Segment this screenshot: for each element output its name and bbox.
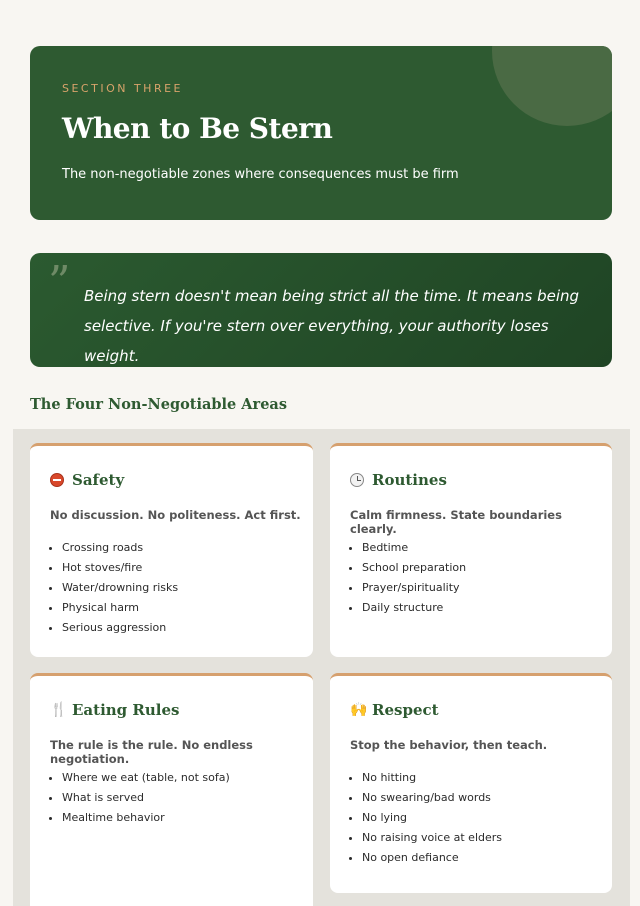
list-item: • Hot stoves/fire bbox=[62, 558, 178, 578]
list-item: • No lying bbox=[362, 808, 502, 828]
quote-block bbox=[30, 253, 612, 367]
list-item: • Crossing roads bbox=[62, 538, 178, 558]
decorative-circle bbox=[492, 46, 612, 126]
card-list bbox=[350, 538, 466, 618]
list-item: • Where we eat (table, not sofa) bbox=[62, 768, 230, 788]
card-eating-rules bbox=[30, 673, 313, 906]
list-item: • Physical harm bbox=[62, 598, 178, 618]
raised-hands-icon: 🙌 bbox=[350, 702, 368, 718]
card-title: Safety bbox=[72, 471, 125, 489]
card-title: Routines bbox=[372, 471, 447, 489]
quote-text: Being stern doesn't mean being strict all the time. It means being selective. If you're stern over everything, your authority loses weight. bbox=[84, 287, 580, 365]
card-list bbox=[50, 538, 178, 638]
section-eyebrow: SECTION THREE bbox=[62, 82, 183, 95]
card-safety bbox=[30, 443, 313, 657]
card-list bbox=[350, 768, 502, 868]
card-lead: No discussion. No politeness. Act first. bbox=[50, 508, 301, 522]
card-title: Respect bbox=[372, 701, 439, 719]
list-item: • Bedtime bbox=[362, 538, 466, 558]
list-item: • No swearing/bad words bbox=[362, 788, 502, 808]
clock-icon bbox=[350, 473, 364, 487]
list-item: • No hitting bbox=[362, 768, 502, 788]
list-item: • What is served bbox=[62, 788, 230, 808]
fork-knife-icon: 🍴 bbox=[50, 702, 68, 718]
list-item: • School preparation bbox=[362, 558, 466, 578]
safety-icon bbox=[50, 473, 64, 487]
list-item: • Daily structure bbox=[362, 598, 466, 618]
card-title: Eating Rules bbox=[72, 701, 180, 719]
card-list bbox=[50, 768, 230, 828]
list-item: • No raising voice at elders bbox=[362, 828, 502, 848]
quote-mark-icon: ” bbox=[48, 257, 71, 308]
list-item: • Mealtime behavior bbox=[62, 808, 230, 828]
card-routines bbox=[330, 443, 612, 657]
page-subtitle: The non-negotiable zones where consequences must be firm bbox=[62, 167, 459, 182]
card-lead: The rule is the rule. No endless negotiation. bbox=[50, 738, 253, 766]
section-heading: The Four Non-Negotiable Areas bbox=[30, 396, 287, 413]
card-lead: Stop the behavior, then teach. bbox=[350, 738, 548, 752]
page-title: When to Be Stern bbox=[62, 112, 333, 145]
list-item: • No open defiance bbox=[362, 848, 502, 868]
card-lead: Calm firmness. State boundaries clearly. bbox=[350, 508, 562, 536]
list-item: • Prayer/spirituality bbox=[362, 578, 466, 598]
list-item: • Water/drowning risks bbox=[62, 578, 178, 598]
hero-banner bbox=[30, 46, 612, 220]
list-item: • Serious aggression bbox=[62, 618, 178, 638]
card-respect bbox=[330, 673, 612, 893]
